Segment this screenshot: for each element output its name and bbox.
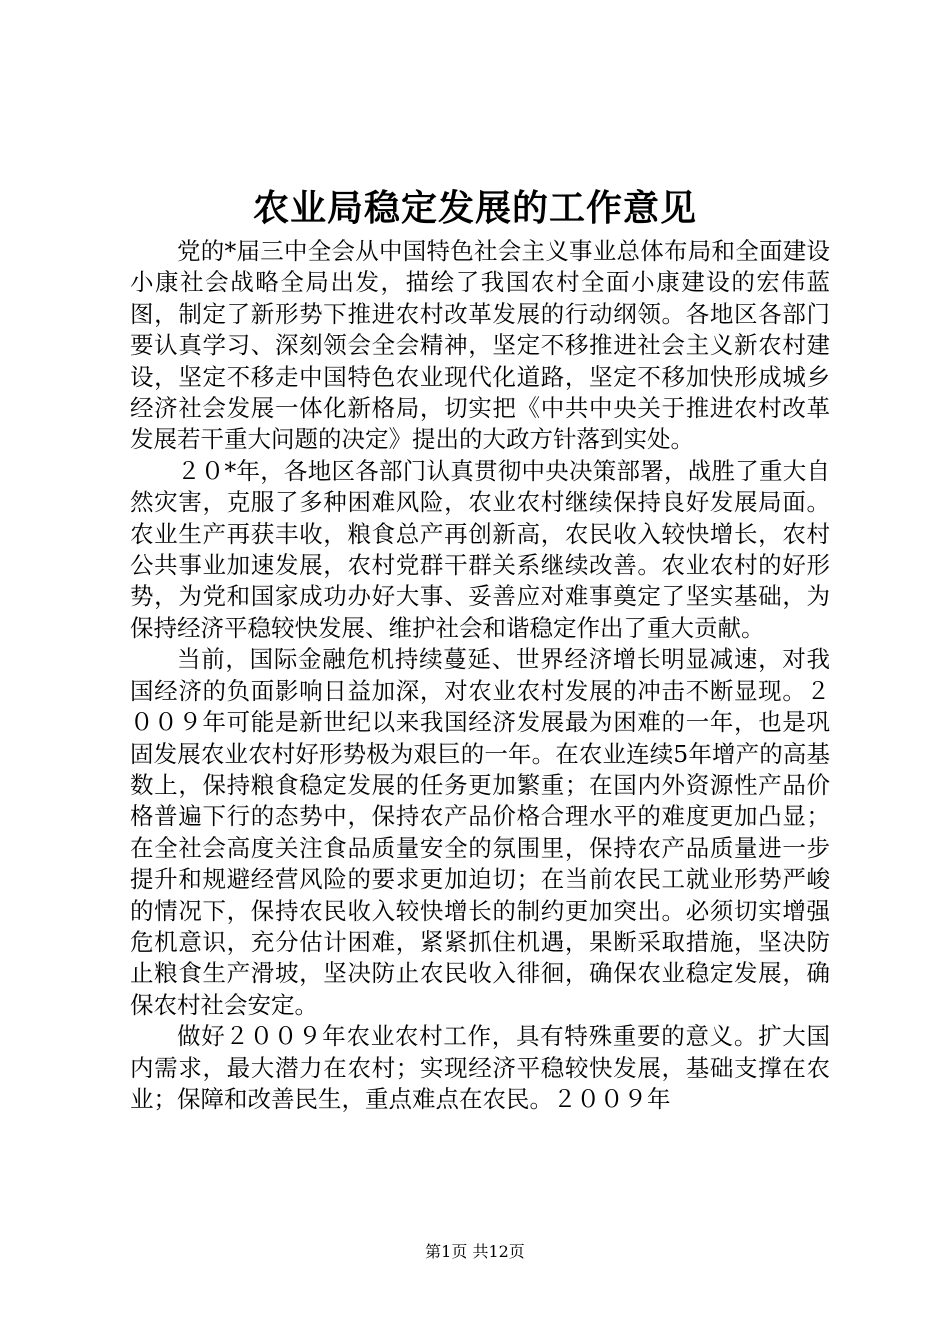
document-title: 农业局稳定发展的工作意见: [252, 187, 697, 229]
paragraph-4: 做好２００９年农业农村工作，具有特殊重要的意义。扩大国内需求，最大潜力在农村；实现经济平稳较快发展，基础支撑在农业；保障和改善民生，重点难点在农民。２００９年: [130, 1022, 830, 1113]
paragraph-1: 党的*届三中全会从中国特色社会主义事业总体布局和全面建设小康社会战略全局出发，描绘了我国农村全面小康建设的宏伟蓝图，制定了新形势下推进农村改革发展的行动纲领。各地区各部门要认真学习、深刻领会全会精神，坚定不移推进社会主义新农村建设，坚定不移走中国特色农业现代化道路，坚定不移加快形成城乡经济社会发展一体化新格局，切实把《中共中央关于推进农村改革发展若干重大问题的决定》提出的大政方针落到实处。: [130, 237, 830, 454]
paragraph-2: ２０*年，各地区各部门认真贯彻中央决策部署，战胜了重大自然灾害，克服了多种困难风险，农业农村继续保持良好发展局面。农业生产再获丰收，粮食总产再创新高，农民收入较快增长，农村公共事业加速发展，农村党群干群关系继续改善。农业农村的好形势，为党和国家成功办好大事、妥善应对难事奠定了坚实基础，为保持经济平稳较快发展、维护社会和谐稳定作出了重大贡献。: [130, 456, 830, 642]
page-number-footer: 第1页 共12页: [425, 1242, 525, 1261]
paragraph-3: 当前，国际金融危机持续蔓延、世界经济增长明显减速，对我国经济的负面影响日益加深，对农业农村发展的冲击不断显现。２００９年可能是新世纪以来我国经济发展最为困难的一年，也是巩固发展农业农村好形势极为艰巨的一年。在农业连续5年增产的高基数上，保持粮食稳定发展的任务更加繁重；在国内外资源性产品价格普遍下行的态势中，保持农产品价格合理水平的难度更加凸显；在全社会高度关注食品质量安全的氛围里，保持农产品质量进一步提升和规避经营风险的要求更加迫切；在当前农民工就业形势严峻的情况下，保持农民收入较快增长的制约更加突出。必须切实增强危机意识，充分估计困难，紧紧抓住机遇，果断采取措施，坚决防止粮食生产滑坡，坚决防止农民收入徘徊，确保农业稳定发展，确保农村社会安定。: [130, 645, 830, 1019]
document-body: [130, 236, 830, 1115]
